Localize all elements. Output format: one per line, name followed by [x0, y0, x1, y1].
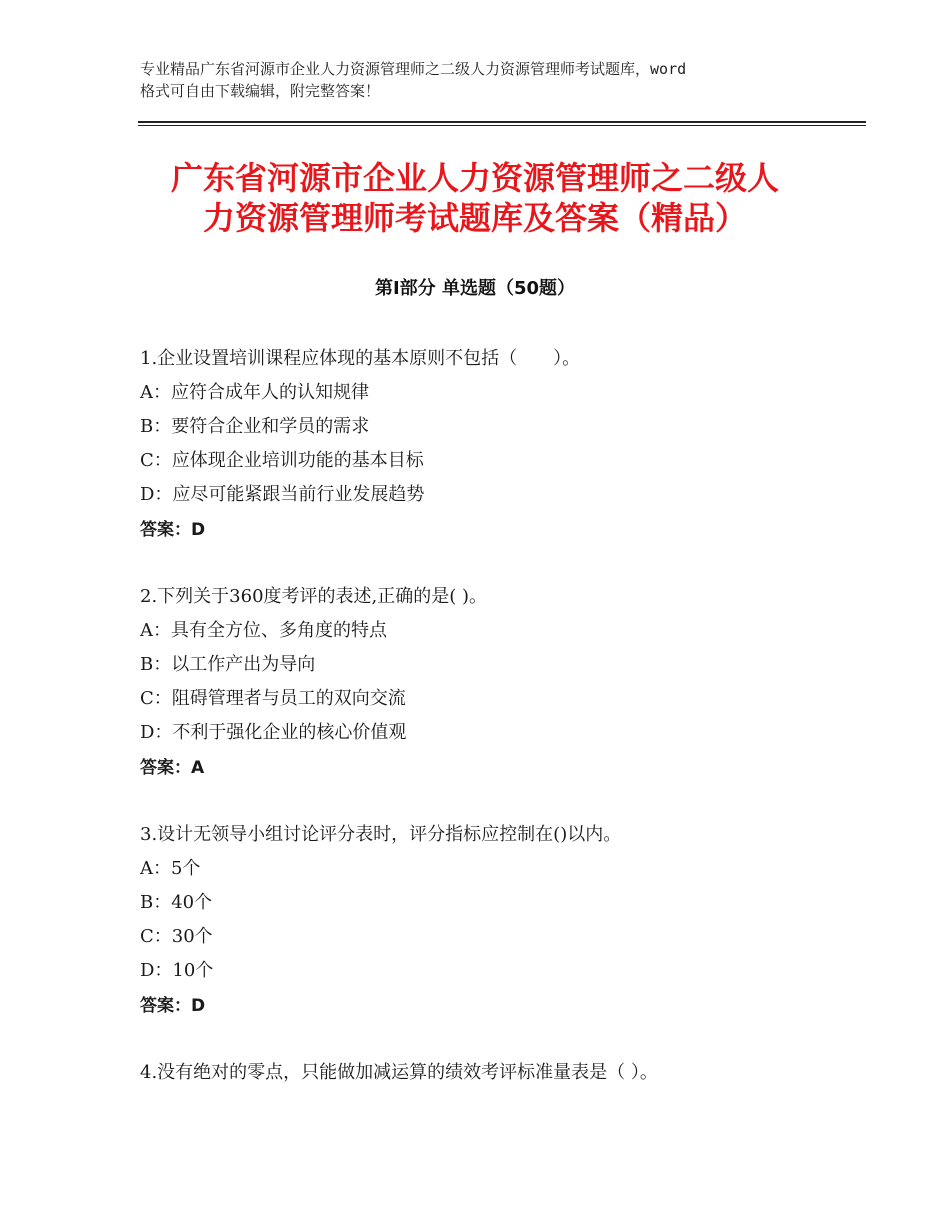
option-a: A：具有全方位、多角度的特点: [140, 620, 387, 641]
question-1: [140, 342, 860, 548]
option-d: D：不利于强化企业的核心价值观: [140, 722, 407, 743]
question-2: [140, 580, 860, 786]
header-note-line-1: 专业精品广东省河源市企业人力资源管理师之二级人力资源管理师考试题库，word: [140, 60, 687, 78]
question-4: [140, 1056, 860, 1090]
document-title-line-1: 广东省河源市企业人力资源管理师之二级人: [170, 159, 779, 197]
document-title: [100, 158, 850, 238]
document-title-line-2: 力资源管理师考试题库及答案（精品）: [202, 199, 747, 237]
question-3: [140, 818, 860, 1024]
question-stem: 4.没有绝对的零点，只能做加减运算的绩效考评标准量表是（ ）。: [140, 1062, 658, 1083]
header-note-line-2: 格式可自由下载编辑，附完整答案！: [140, 82, 381, 100]
header-note: [140, 58, 830, 102]
option-b: B：以工作产出为导向: [140, 654, 316, 675]
option-b: B：要符合企业和学员的需求: [140, 416, 370, 437]
question-stem: 1.企业设置培训课程应体现的基本原则不包括（ ）。: [140, 348, 581, 369]
option-b: B：40个: [140, 892, 213, 913]
answer: 答案：A: [140, 758, 205, 778]
header-divider: [138, 121, 866, 123]
option-d: D：应尽可能紧跟当前行业发展趋势: [140, 484, 425, 505]
option-c: C：阻碍管理者与员工的双向交流: [140, 688, 406, 709]
option-c: C：30个: [140, 926, 213, 947]
option-a: A：5个: [140, 858, 201, 879]
option-c: C：应体现企业培训功能的基本目标: [140, 450, 424, 471]
question-list: [140, 342, 860, 1122]
question-stem: 3.设计无领导小组讨论评分表时，评分指标应控制在()以内。: [140, 824, 622, 845]
option-d: D：10个: [140, 960, 214, 981]
question-stem: 2.下列关于360度考评的表述,正确的是( )。: [140, 586, 488, 607]
answer: 答案：D: [140, 520, 206, 540]
answer: 答案：D: [140, 996, 206, 1016]
header-divider-thin: [138, 125, 866, 126]
section-title: 第Ⅰ部分 单选题（50题）: [374, 278, 575, 299]
option-a: A：应符合成年人的认知规律: [140, 382, 369, 403]
